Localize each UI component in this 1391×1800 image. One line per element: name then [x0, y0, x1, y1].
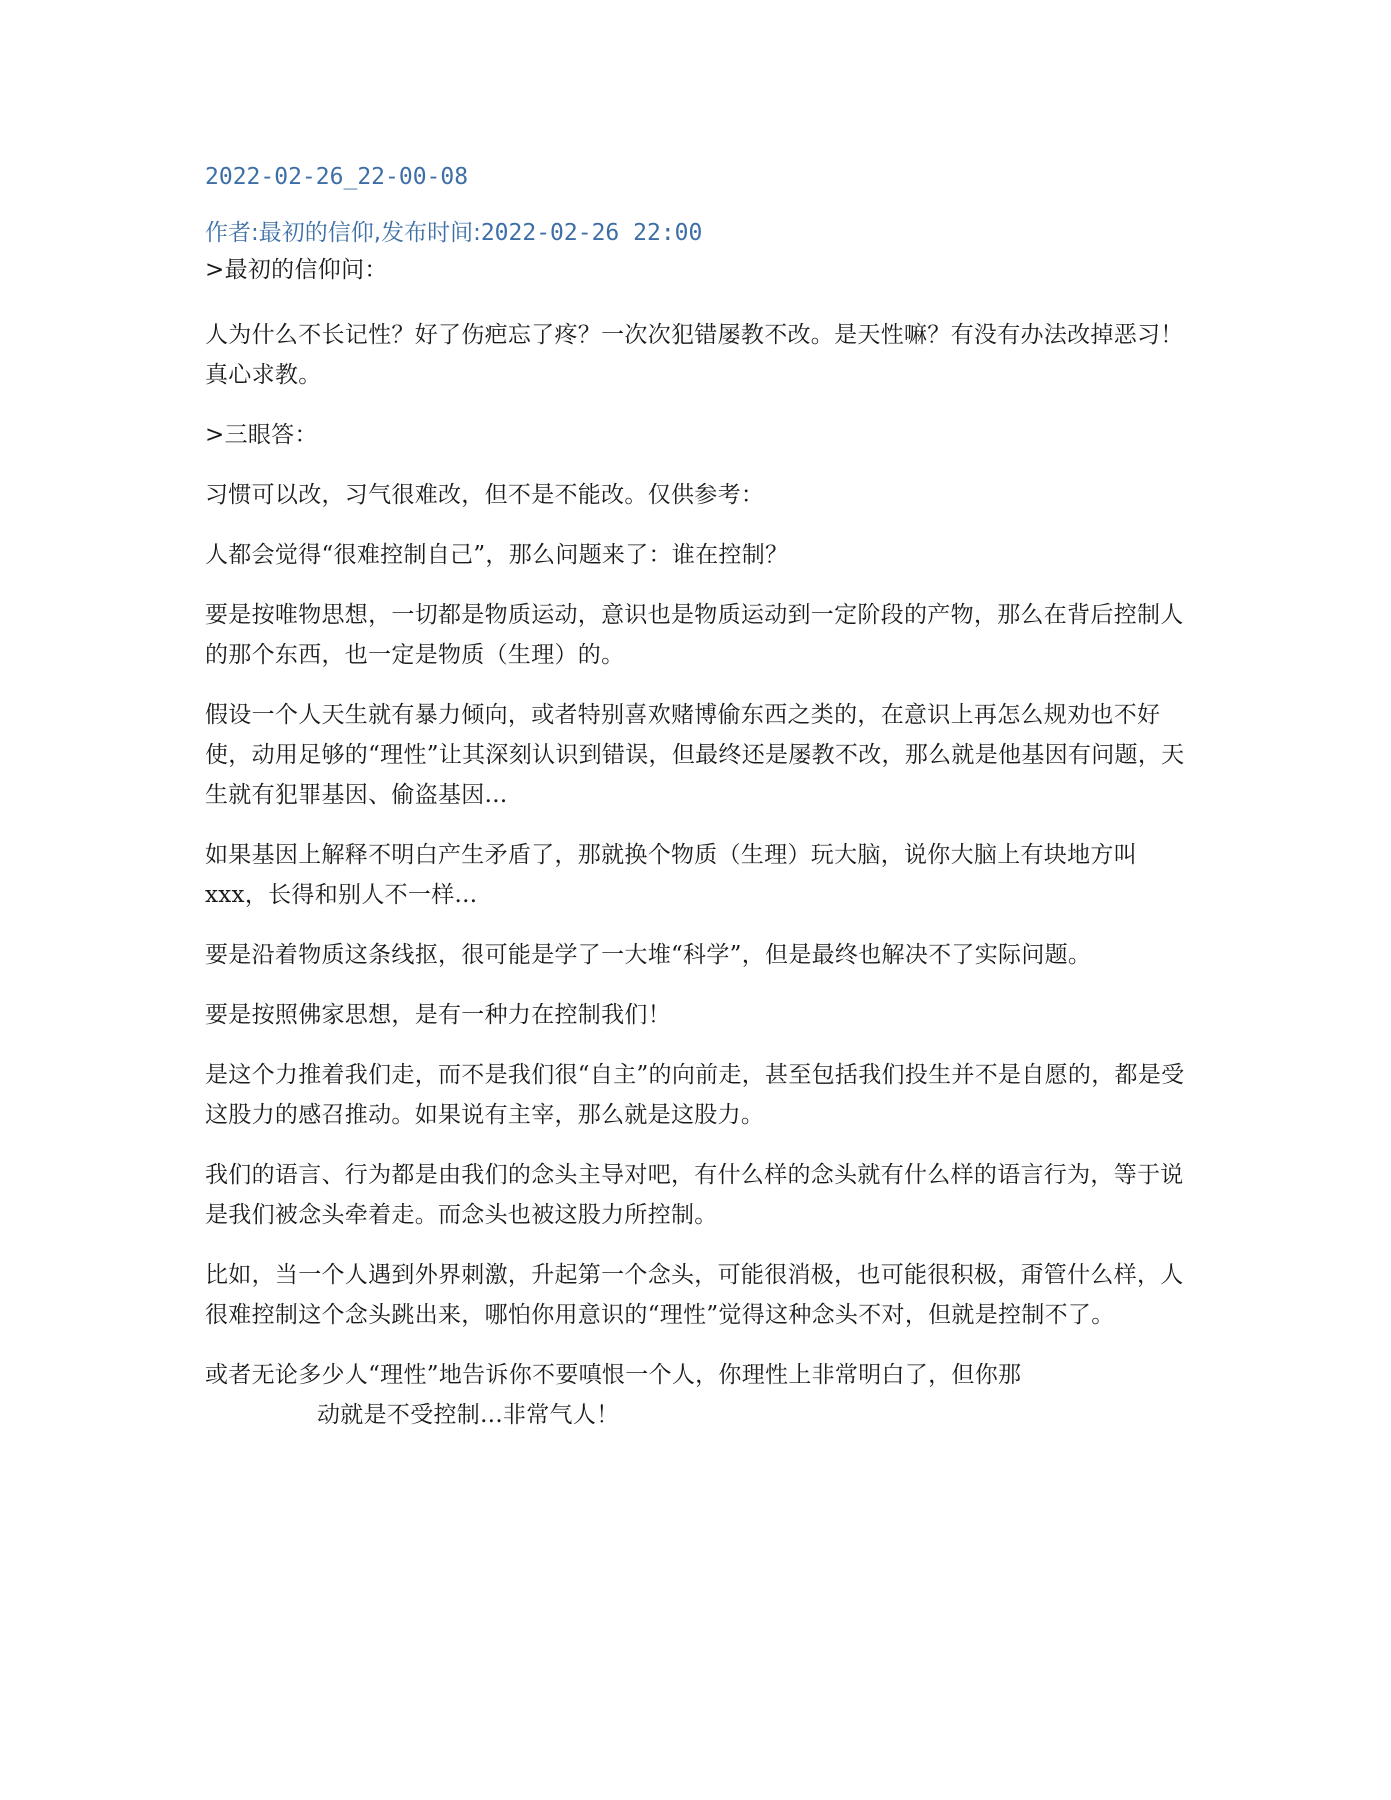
meta-separator: ,: [373, 220, 382, 246]
paragraph: 要是沿着物质这条线抠，很可能是学了一大堆“科学”，但是最终也解决不了实际问题。: [205, 942, 1092, 968]
date-heading: 2022-02-26_22-00-08: [205, 164, 469, 190]
publish-time: 2022-02-26 22:00: [480, 220, 703, 246]
paragraph: 要是按照佛家思想，是有一种力在控制我们！: [205, 1002, 671, 1028]
paragraph: 人都会觉得“很难控制自己”，那么问题来了：谁在控制？: [205, 542, 789, 568]
paragraph: >最初的信仰问：: [205, 257, 388, 283]
paragraph: 比如，当一个人遇到外界刺激，升起第一个念头，可能很消极，也可能很积极，甭管什么样，人很难控制这个念头跳出来，哪怕你用意识的“理性”觉得这种念头不对，但就是控制不了。: [205, 1262, 1184, 1328]
document-page: [205, 160, 1185, 1455]
paragraph-last-line2: 动就是不受控制...非常气人！: [317, 1402, 620, 1428]
paragraph: 我们的语言、行为都是由我们的念头主导对吧，有什么样的念头就有什么样的语言行为，等于说是我们被念头牵着走。而念头也被这股力所控制。: [205, 1162, 1184, 1228]
paragraph-last-line1: 或者无论多少人“理性”地告诉你不要嗔恨一个人，你理性上非常明白了，但你那: [205, 1362, 1022, 1388]
article-body: [205, 250, 1185, 1435]
author-name: 最初的信仰: [258, 220, 374, 246]
paragraph: 是这个力推着我们走，而不是我们很“自主”的向前走，甚至包括我们投生并不是自愿的，都是受这股力的感召推动。如果说有主宰，那么就是这股力。: [205, 1062, 1185, 1128]
paragraph: 如果基因上解释不明白产生矛盾了，那就换个物质（生理）玩大脑，说你大脑上有块地方叫 xxx，长得和别人不一样...: [205, 842, 1137, 908]
paragraph: 要是按唯物思想，一切都是物质运动，意识也是物质运动到一定阶段的产物，那么在背后控制人的那个东西，也一定是物质（生理）的。: [205, 602, 1184, 668]
time-label: 发布时间:: [381, 220, 481, 246]
paragraph: 人为什么不长记性？好了伤疤忘了疼？一次次犯错屡教不改。是天性嘛？有没有办法改掉恶习！真心求教。: [205, 322, 1184, 388]
paragraph: >三眼答：: [205, 422, 318, 448]
paragraph: 假设一个人天生就有暴力倾向，或者特别喜欢赌博偷东西之类的，在意识上再怎么规劝也不好使，动用足够的“理性”让其深刻认识到错误，但最终还是屡教不改，那么就是他基因有问题，天生就有犯罪基因、偷盗基因...: [205, 702, 1185, 808]
author-label: 作者:: [205, 220, 259, 246]
paragraph-last: [205, 1355, 1185, 1435]
meta-heading: [205, 216, 1185, 250]
paragraph: 习惯可以改，习气很难改，但不是不能改。仅供参考：: [205, 482, 765, 508]
